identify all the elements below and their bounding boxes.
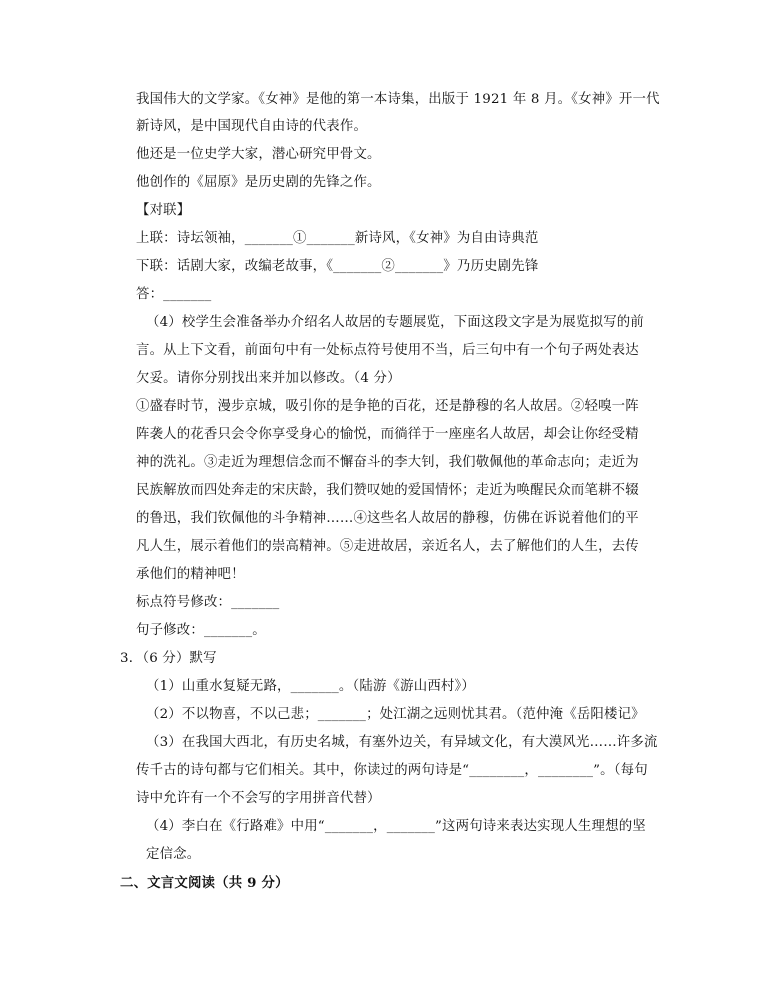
question-3-heading: 3．（6 分）默写 (120, 651, 217, 666)
answer-line: 答：_______ (136, 287, 212, 302)
dictation-item-3-line-2: 传千古的诗句都与它们相关。其中，你读过的两句诗是“________，________”。（每句 (136, 763, 648, 778)
passage-line-6: 凡人生，展示着他们的崇高精神。⑤走进故居，亲近名人，去了解他们的人生，去传 (136, 539, 639, 554)
dictation-item-1: （1）山重水复疑无路，_______。（陆游《游山西村》） (146, 679, 475, 694)
dictation-item-2: （2）不以物喜，不以己悲；_______；处江湖之远则忧其君。（范仲淹《岳阳楼记》 (146, 707, 645, 722)
couplet-upper: 上联：诗坛领袖，_______①_______新诗风，《女神》为自由诗典范 (136, 231, 539, 246)
dictation-item-4-line-1: （4）李白在《行路难》中用“_______，_______”这两句诗来表达实现人生理想的坚 (146, 819, 646, 834)
question-4-line-3: 欠妥。请你分别找出来并加以修改。（4 分） (136, 371, 401, 386)
section-heading-classical-reading: 二、文言文阅读（共 9 分） (120, 875, 289, 891)
sentence-fix-line: 句子修改：_______。 (136, 623, 266, 638)
dictation-item-4-line-2: 定信念。 (146, 847, 201, 862)
question-4-line-1: （4）校学生会准备举办介绍名人故居的专题展览，下面这段文字是为展览拟写的前 (146, 315, 644, 330)
couplet-lower: 下联：话剧大家，改编老故事，《_______②_______》乃历史剧先锋 (136, 259, 539, 274)
question-4-line-2: 言。从上下文看，前面句中有一处标点符号使用不当，后三句中有一个句子两处表达 (136, 343, 639, 358)
text-line-4: 他创作的《屈原》是历史剧的先锋之作。 (136, 175, 381, 190)
passage-line-3: 神的洗礼。③走近为理想信念而不懈奋斗的李大钊，我们敬佩他的革命志向；走近为 (136, 455, 639, 470)
text-line-2: 新诗风，是中国现代自由诗的代表作。 (136, 119, 368, 134)
couplet-heading: 【对联】 (136, 203, 191, 218)
text-line-1: 我国伟大的文学家。《女神》是他的第一本诗集，出版于 1921 年 8 月。《女神》开一代 (136, 92, 660, 107)
passage-line-7: 承他们的精神吧！ (136, 567, 245, 582)
passage-line-2: 阵袭人的花香只会令你享受身心的愉悦，而徜徉于一座座名人故居，却会让你经受精 (136, 427, 639, 442)
text-line-3: 他还是一位史学大家，潜心研究甲骨文。 (136, 147, 381, 162)
passage-line-4: 民族解放而四处奔走的宋庆龄，我们赞叹她的爱国情怀；走近为唤醒民众而笔耕不辍 (136, 483, 639, 498)
passage-line-5: 的鲁迅，我们钦佩他的斗争精神……④这些名人故居的静穆，仿佛在诉说着他们的平 (136, 511, 639, 526)
passage-line-1: ①盛春时节，漫步京城，吸引你的是争艳的百花，还是静穆的名人故居。②轻嗅一阵 (136, 399, 639, 414)
dictation-item-3-line-1: （3）在我国大西北，有历史名城，有塞外边关，有异域文化，有大漠风光……许多流 (146, 735, 658, 750)
punctuation-fix-line: 标点符号修改：_______ (136, 595, 280, 610)
dictation-item-3-line-3: 诗中允许有一个不会写的字用拼音代替） (136, 791, 381, 806)
